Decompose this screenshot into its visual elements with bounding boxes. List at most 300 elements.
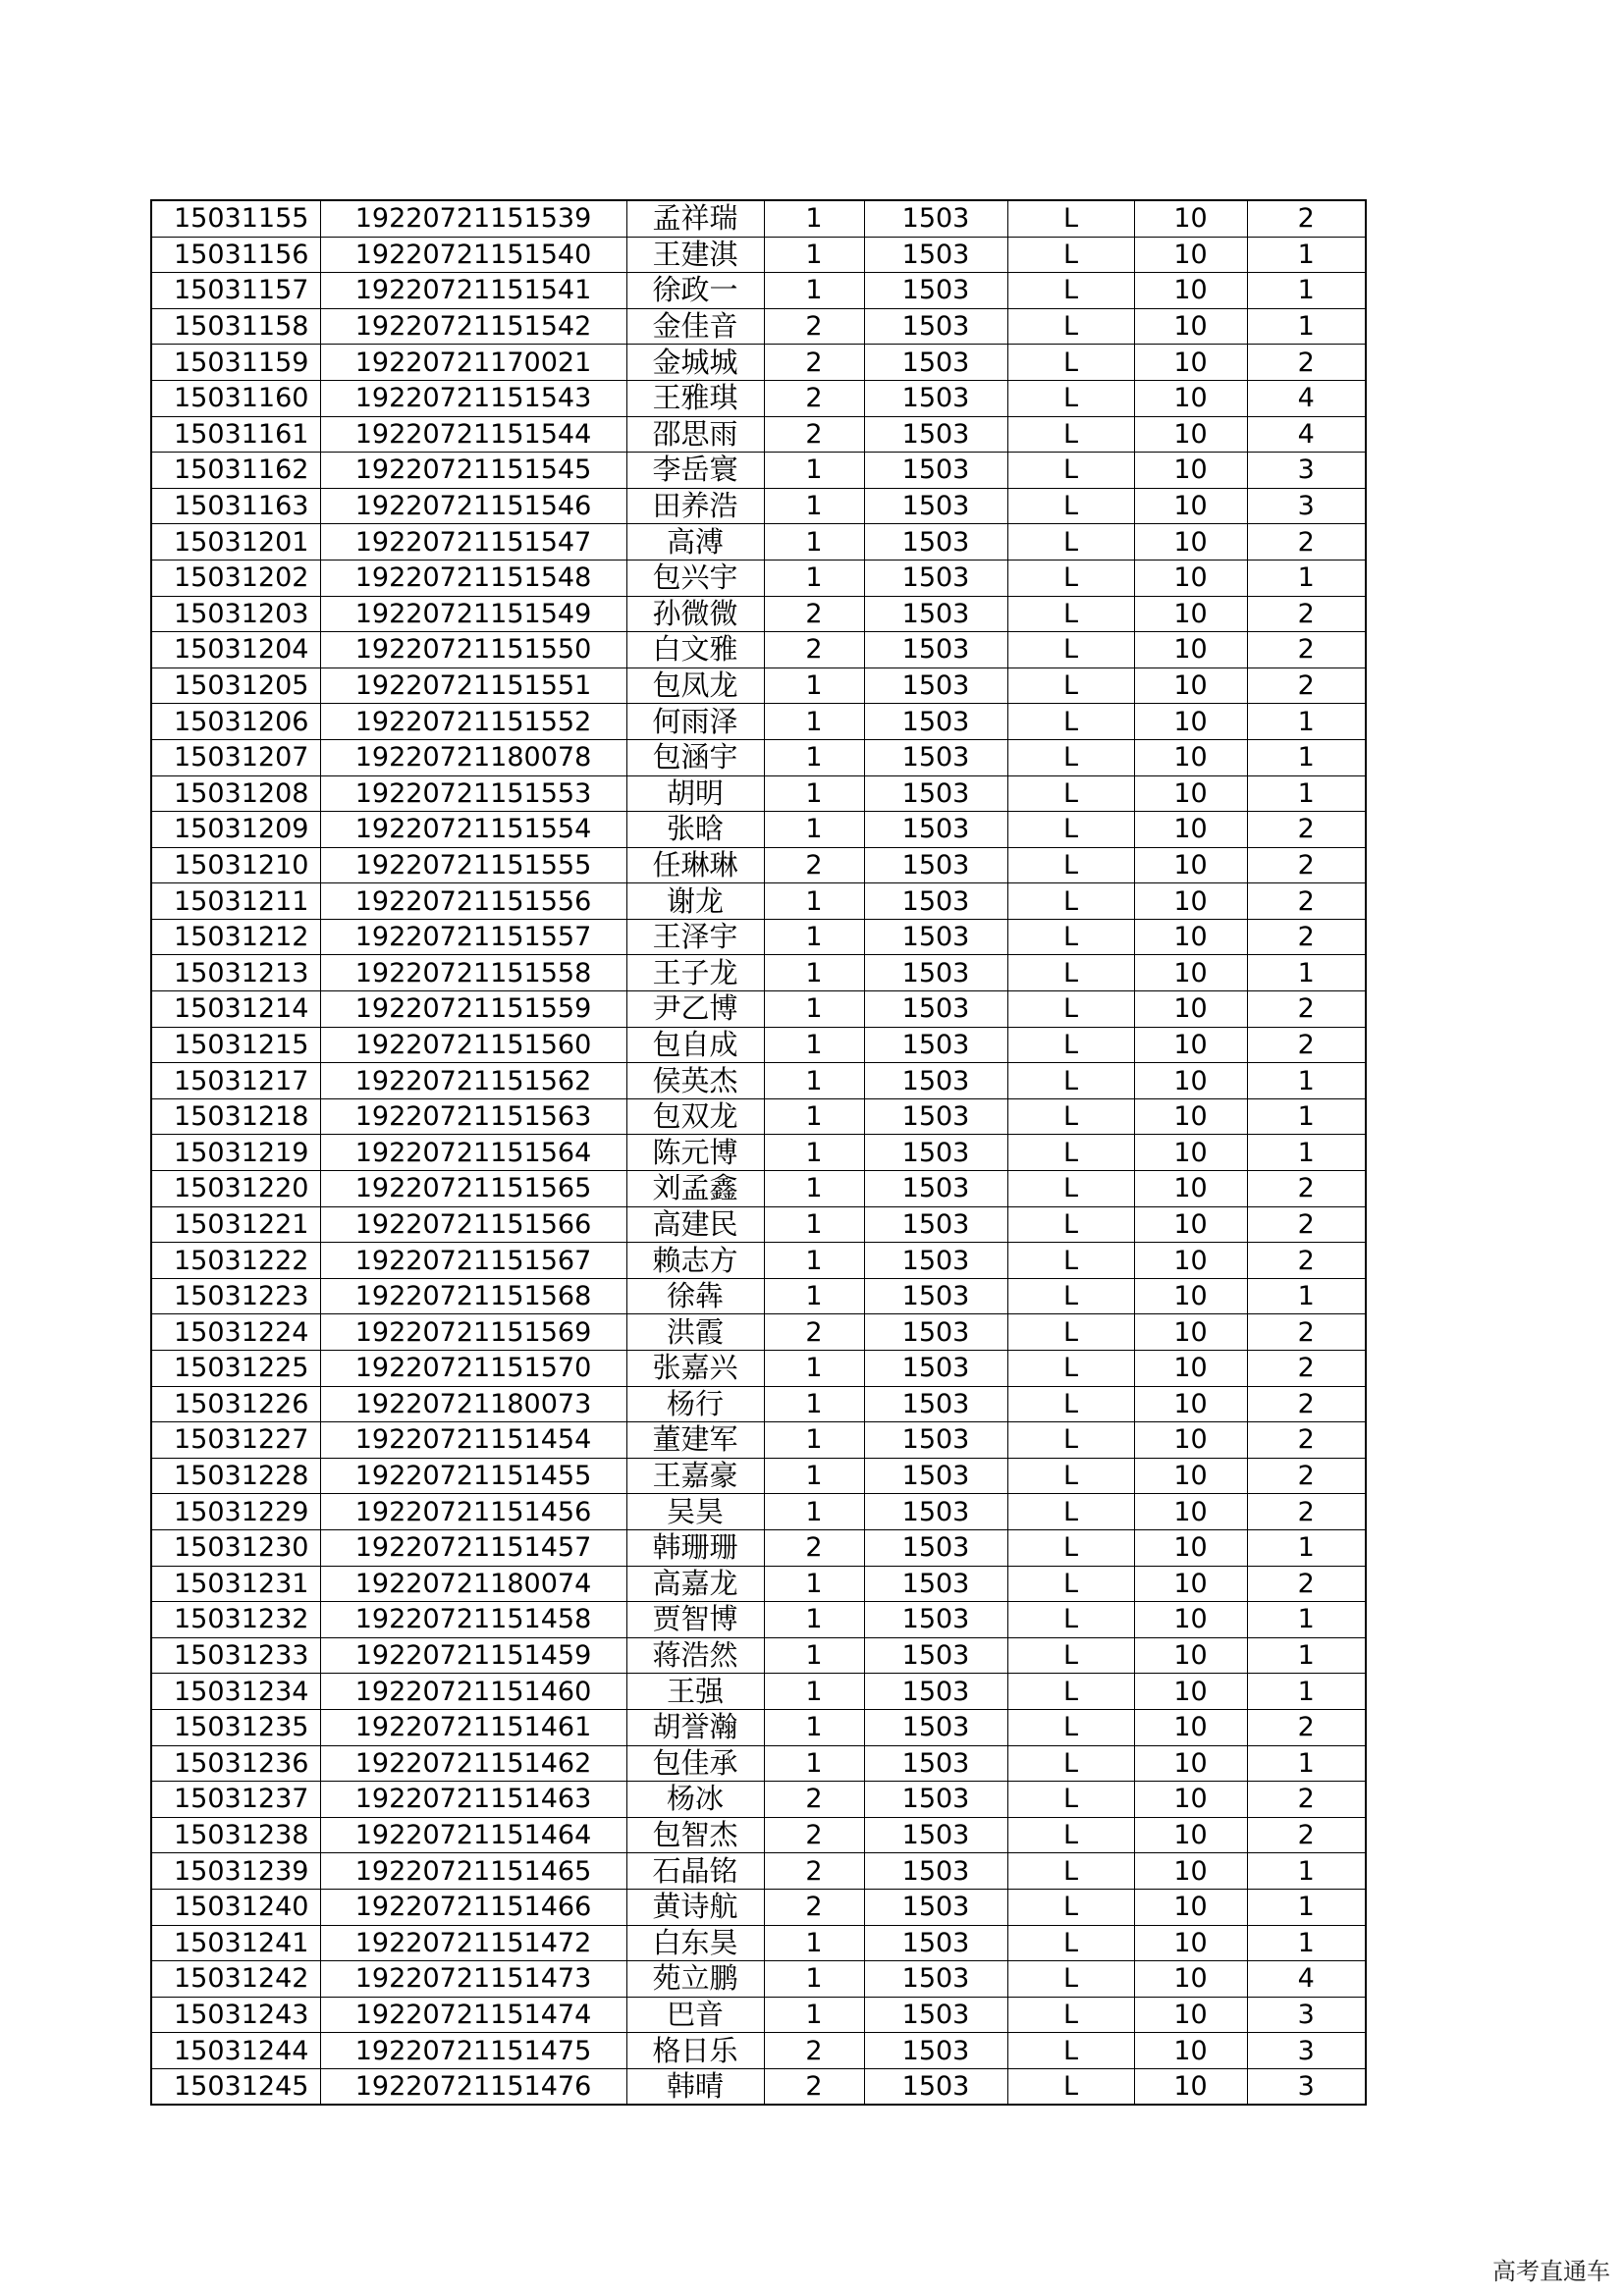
table-row (151, 1709, 1366, 1745)
cell-exam-id: 15031245 (151, 2068, 320, 2105)
cell-group: 1 (1247, 237, 1366, 273)
cell-student-name: 韩晴 (626, 2068, 764, 2105)
cell-count: 10 (1134, 847, 1247, 883)
table-row (151, 416, 1366, 453)
cell-count: 10 (1134, 1171, 1247, 1207)
cell-category: L (1007, 273, 1134, 309)
cell-student-name: 赖志方 (626, 1243, 764, 1279)
cell-gender-code: 1 (764, 1422, 864, 1459)
cell-category: L (1007, 1925, 1134, 1961)
cell-exam-id: 15031163 (151, 488, 320, 524)
cell-count: 10 (1134, 1782, 1247, 1818)
cell-exam-id: 15031156 (151, 237, 320, 273)
cell-category: L (1007, 1458, 1134, 1494)
cell-school-code: 1503 (864, 1494, 1007, 1530)
cell-count: 10 (1134, 883, 1247, 920)
cell-count: 10 (1134, 775, 1247, 812)
cell-category: L (1007, 1494, 1134, 1530)
cell-student-name: 任琳琳 (626, 847, 764, 883)
cell-student-name: 黄诗航 (626, 1889, 764, 1925)
table-row (151, 1925, 1366, 1961)
table-row (151, 1529, 1366, 1566)
cell-gender-code: 1 (764, 1566, 864, 1602)
cell-school-code: 1503 (864, 2068, 1007, 2105)
cell-school-code: 1503 (864, 955, 1007, 991)
cell-count: 10 (1134, 1278, 1247, 1314)
cell-registration-number: 19220721151559 (320, 991, 626, 1028)
cell-gender-code: 1 (764, 955, 864, 991)
cell-exam-id: 15031215 (151, 1027, 320, 1063)
cell-student-name: 包双龙 (626, 1098, 764, 1135)
cell-student-name: 邵思雨 (626, 416, 764, 453)
cell-school-code: 1503 (864, 991, 1007, 1028)
table-row (151, 1135, 1366, 1171)
cell-category: L (1007, 667, 1134, 704)
cell-exam-id: 15031208 (151, 775, 320, 812)
cell-school-code: 1503 (864, 345, 1007, 381)
cell-school-code: 1503 (864, 739, 1007, 775)
roster-body (151, 200, 1366, 2105)
cell-group: 1 (1247, 1098, 1366, 1135)
table-row (151, 1889, 1366, 1925)
cell-group: 2 (1247, 919, 1366, 955)
cell-school-code: 1503 (864, 812, 1007, 848)
cell-group: 1 (1247, 273, 1366, 309)
cell-student-name: 王泽宇 (626, 919, 764, 955)
cell-exam-id: 15031225 (151, 1351, 320, 1387)
cell-exam-id: 15031221 (151, 1206, 320, 1243)
cell-count: 10 (1134, 237, 1247, 273)
cell-school-code: 1503 (864, 1709, 1007, 1745)
cell-count: 10 (1134, 991, 1247, 1028)
cell-student-name: 高溥 (626, 524, 764, 561)
cell-gender-code: 2 (764, 1782, 864, 1818)
cell-category: L (1007, 704, 1134, 740)
cell-category: L (1007, 1422, 1134, 1459)
cell-student-name: 韩珊珊 (626, 1529, 764, 1566)
cell-count: 10 (1134, 1529, 1247, 1566)
cell-student-name: 陈元博 (626, 1135, 764, 1171)
table-row (151, 308, 1366, 345)
cell-gender-code: 1 (764, 1243, 864, 1279)
cell-exam-id: 15031223 (151, 1278, 320, 1314)
cell-gender-code: 1 (764, 200, 864, 237)
cell-gender-code: 1 (764, 1709, 864, 1745)
cell-school-code: 1503 (864, 1529, 1007, 1566)
cell-exam-id: 15031226 (151, 1386, 320, 1422)
cell-student-name: 金城城 (626, 345, 764, 381)
cell-category: L (1007, 560, 1134, 596)
cell-gender-code: 2 (764, 596, 864, 632)
cell-student-name: 何雨泽 (626, 704, 764, 740)
cell-exam-id: 15031213 (151, 955, 320, 991)
cell-gender-code: 2 (764, 847, 864, 883)
cell-exam-id: 15031229 (151, 1494, 320, 1530)
cell-student-name: 白文雅 (626, 632, 764, 668)
cell-exam-id: 15031240 (151, 1889, 320, 1925)
cell-group: 1 (1247, 704, 1366, 740)
cell-registration-number: 19220721151553 (320, 775, 626, 812)
cell-count: 10 (1134, 1709, 1247, 1745)
cell-registration-number: 19220721151557 (320, 919, 626, 955)
cell-group: 2 (1247, 1027, 1366, 1063)
cell-group: 3 (1247, 2068, 1366, 2105)
cell-registration-number: 19220721151565 (320, 1171, 626, 1207)
cell-count: 10 (1134, 200, 1247, 237)
cell-exam-id: 15031233 (151, 1637, 320, 1674)
cell-category: L (1007, 1817, 1134, 1853)
table-row (151, 883, 1366, 920)
table-row (151, 1314, 1366, 1351)
cell-student-name: 包佳承 (626, 1745, 764, 1782)
cell-student-name: 杨冰 (626, 1782, 764, 1818)
cell-student-name: 金佳音 (626, 308, 764, 345)
cell-gender-code: 2 (764, 416, 864, 453)
cell-registration-number: 19220721151560 (320, 1027, 626, 1063)
cell-registration-number: 19220721151554 (320, 812, 626, 848)
cell-student-name: 包涵宇 (626, 739, 764, 775)
cell-category: L (1007, 1027, 1134, 1063)
cell-gender-code: 1 (764, 919, 864, 955)
cell-registration-number: 19220721151551 (320, 667, 626, 704)
cell-registration-number: 19220721151459 (320, 1637, 626, 1674)
cell-group: 2 (1247, 991, 1366, 1028)
cell-group: 2 (1247, 1458, 1366, 1494)
cell-gender-code: 2 (764, 1889, 864, 1925)
cell-count: 10 (1134, 919, 1247, 955)
cell-gender-code: 1 (764, 1171, 864, 1207)
table-row (151, 1351, 1366, 1387)
table-row (151, 1674, 1366, 1710)
cell-exam-id: 15031230 (151, 1529, 320, 1566)
cell-gender-code: 2 (764, 308, 864, 345)
cell-registration-number: 19220721151562 (320, 1063, 626, 1099)
cell-category: L (1007, 1674, 1134, 1710)
cell-category: L (1007, 1745, 1134, 1782)
cell-group: 2 (1247, 1351, 1366, 1387)
table-row (151, 345, 1366, 381)
cell-school-code: 1503 (864, 1961, 1007, 1998)
cell-count: 10 (1134, 1027, 1247, 1063)
cell-category: L (1007, 1709, 1134, 1745)
cell-count: 10 (1134, 1135, 1247, 1171)
cell-count: 10 (1134, 1997, 1247, 2033)
cell-student-name: 田养浩 (626, 488, 764, 524)
cell-gender-code: 1 (764, 1637, 864, 1674)
table-row (151, 1566, 1366, 1602)
cell-count: 10 (1134, 1098, 1247, 1135)
table-row (151, 632, 1366, 668)
cell-gender-code: 1 (764, 1135, 864, 1171)
table-row (151, 1602, 1366, 1638)
cell-category: L (1007, 524, 1134, 561)
cell-group: 2 (1247, 847, 1366, 883)
cell-student-name: 尹乙博 (626, 991, 764, 1028)
cell-gender-code: 1 (764, 1674, 864, 1710)
cell-registration-number: 19220721151457 (320, 1529, 626, 1566)
cell-registration-number: 19220721151548 (320, 560, 626, 596)
cell-category: L (1007, 632, 1134, 668)
cell-exam-id: 15031244 (151, 2033, 320, 2069)
cell-count: 10 (1134, 1206, 1247, 1243)
cell-gender-code: 1 (764, 991, 864, 1028)
cell-gender-code: 1 (764, 1961, 864, 1998)
cell-count: 10 (1134, 955, 1247, 991)
cell-gender-code: 1 (764, 1458, 864, 1494)
cell-registration-number: 19220721151567 (320, 1243, 626, 1279)
cell-gender-code: 2 (764, 380, 864, 416)
cell-school-code: 1503 (864, 416, 1007, 453)
cell-gender-code: 2 (764, 2068, 864, 2105)
cell-registration-number: 19220721151544 (320, 416, 626, 453)
cell-student-name: 孟祥瑞 (626, 200, 764, 237)
table-row (151, 919, 1366, 955)
cell-gender-code: 1 (764, 1098, 864, 1135)
cell-gender-code: 1 (764, 883, 864, 920)
cell-gender-code: 1 (764, 1997, 864, 2033)
cell-school-code: 1503 (864, 200, 1007, 237)
cell-school-code: 1503 (864, 704, 1007, 740)
cell-category: L (1007, 1961, 1134, 1998)
cell-registration-number: 19220721180074 (320, 1566, 626, 1602)
cell-exam-id: 15031222 (151, 1243, 320, 1279)
cell-group: 1 (1247, 1637, 1366, 1674)
cell-school-code: 1503 (864, 1889, 1007, 1925)
cell-student-name: 董建军 (626, 1422, 764, 1459)
cell-count: 10 (1134, 1494, 1247, 1530)
cell-registration-number: 19220721151569 (320, 1314, 626, 1351)
cell-category: L (1007, 1243, 1134, 1279)
cell-exam-id: 15031228 (151, 1458, 320, 1494)
cell-count: 10 (1134, 1386, 1247, 1422)
cell-gender-code: 1 (764, 812, 864, 848)
cell-category: L (1007, 1566, 1134, 1602)
cell-count: 10 (1134, 632, 1247, 668)
cell-student-name: 洪霞 (626, 1314, 764, 1351)
table-row (151, 1063, 1366, 1099)
cell-school-code: 1503 (864, 1171, 1007, 1207)
cell-count: 10 (1134, 1243, 1247, 1279)
cell-school-code: 1503 (864, 596, 1007, 632)
cell-registration-number: 19220721151472 (320, 1925, 626, 1961)
table-row (151, 1098, 1366, 1135)
cell-category: L (1007, 1782, 1134, 1818)
cell-exam-id: 15031238 (151, 1817, 320, 1853)
cell-count: 10 (1134, 380, 1247, 416)
cell-registration-number: 19220721151461 (320, 1709, 626, 1745)
cell-school-code: 1503 (864, 2033, 1007, 2069)
cell-school-code: 1503 (864, 560, 1007, 596)
cell-group: 2 (1247, 1386, 1366, 1422)
cell-registration-number: 19220721151465 (320, 1853, 626, 1890)
cell-count: 10 (1134, 1745, 1247, 1782)
cell-group: 2 (1247, 200, 1366, 237)
cell-school-code: 1503 (864, 1674, 1007, 1710)
cell-category: L (1007, 991, 1134, 1028)
cell-registration-number: 19220721151462 (320, 1745, 626, 1782)
cell-category: L (1007, 200, 1134, 237)
cell-count: 10 (1134, 2033, 1247, 2069)
table-row (151, 2068, 1366, 2105)
cell-count: 10 (1134, 1961, 1247, 1998)
table-row (151, 1745, 1366, 1782)
cell-student-name: 高嘉龙 (626, 1566, 764, 1602)
cell-group: 1 (1247, 955, 1366, 991)
cell-registration-number: 19220721151466 (320, 1889, 626, 1925)
table-row (151, 739, 1366, 775)
cell-category: L (1007, 1997, 1134, 2033)
cell-school-code: 1503 (864, 453, 1007, 489)
table-row (151, 1422, 1366, 1459)
cell-group: 2 (1247, 667, 1366, 704)
cell-registration-number: 19220721151542 (320, 308, 626, 345)
cell-count: 10 (1134, 1889, 1247, 1925)
cell-registration-number: 19220721151552 (320, 704, 626, 740)
cell-gender-code: 1 (764, 1206, 864, 1243)
table-row (151, 273, 1366, 309)
cell-group: 3 (1247, 488, 1366, 524)
cell-category: L (1007, 1637, 1134, 1674)
cell-count: 10 (1134, 1602, 1247, 1638)
cell-group: 2 (1247, 524, 1366, 561)
cell-count: 10 (1134, 1063, 1247, 1099)
cell-exam-id: 15031235 (151, 1709, 320, 1745)
cell-group: 1 (1247, 308, 1366, 345)
cell-group: 1 (1247, 1602, 1366, 1638)
cell-group: 1 (1247, 1278, 1366, 1314)
cell-count: 10 (1134, 1637, 1247, 1674)
cell-category: L (1007, 812, 1134, 848)
cell-category: L (1007, 2033, 1134, 2069)
cell-group: 2 (1247, 345, 1366, 381)
cell-student-name: 王强 (626, 1674, 764, 1710)
cell-student-name: 李岳寰 (626, 453, 764, 489)
cell-school-code: 1503 (864, 632, 1007, 668)
cell-registration-number: 19220721151568 (320, 1278, 626, 1314)
cell-student-name: 徐犇 (626, 1278, 764, 1314)
cell-gender-code: 1 (764, 1745, 864, 1782)
cell-registration-number: 19220721151456 (320, 1494, 626, 1530)
cell-exam-id: 15031204 (151, 632, 320, 668)
cell-group: 2 (1247, 596, 1366, 632)
cell-group: 4 (1247, 380, 1366, 416)
cell-student-name: 徐政一 (626, 273, 764, 309)
cell-exam-id: 15031201 (151, 524, 320, 561)
cell-exam-id: 15031161 (151, 416, 320, 453)
cell-group: 2 (1247, 1782, 1366, 1818)
cell-category: L (1007, 596, 1134, 632)
table-row (151, 1386, 1366, 1422)
table-row (151, 991, 1366, 1028)
cell-registration-number: 19220721151460 (320, 1674, 626, 1710)
cell-count: 10 (1134, 488, 1247, 524)
cell-count: 10 (1134, 1674, 1247, 1710)
cell-student-name: 吴昊 (626, 1494, 764, 1530)
cell-count: 10 (1134, 1853, 1247, 1890)
table-row (151, 955, 1366, 991)
cell-group: 2 (1247, 1494, 1366, 1530)
cell-registration-number: 19220721151458 (320, 1602, 626, 1638)
cell-exam-id: 15031220 (151, 1171, 320, 1207)
cell-gender-code: 1 (764, 739, 864, 775)
cell-school-code: 1503 (864, 1745, 1007, 1782)
cell-student-name: 苑立鹏 (626, 1961, 764, 1998)
cell-gender-code: 1 (764, 1027, 864, 1063)
cell-student-name: 张晗 (626, 812, 764, 848)
cell-exam-id: 15031162 (151, 453, 320, 489)
cell-school-code: 1503 (864, 667, 1007, 704)
cell-group: 2 (1247, 1243, 1366, 1279)
cell-registration-number: 19220721151558 (320, 955, 626, 991)
cell-school-code: 1503 (864, 488, 1007, 524)
cell-exam-id: 15031243 (151, 1997, 320, 2033)
table-row (151, 2033, 1366, 2069)
cell-gender-code: 1 (764, 1351, 864, 1387)
cell-gender-code: 2 (764, 2033, 864, 2069)
cell-school-code: 1503 (864, 1637, 1007, 1674)
cell-exam-id: 15031211 (151, 883, 320, 920)
cell-exam-id: 15031205 (151, 667, 320, 704)
cell-exam-id: 15031214 (151, 991, 320, 1028)
cell-count: 10 (1134, 1817, 1247, 1853)
cell-gender-code: 1 (764, 1494, 864, 1530)
cell-gender-code: 1 (764, 704, 864, 740)
table-row (151, 1782, 1366, 1818)
cell-group: 2 (1247, 1566, 1366, 1602)
cell-registration-number: 19220721151549 (320, 596, 626, 632)
cell-count: 10 (1134, 704, 1247, 740)
cell-school-code: 1503 (864, 1351, 1007, 1387)
table-row (151, 812, 1366, 848)
cell-group: 1 (1247, 1063, 1366, 1099)
cell-count: 10 (1134, 560, 1247, 596)
cell-gender-code: 1 (764, 667, 864, 704)
table-row (151, 560, 1366, 596)
cell-school-code: 1503 (864, 524, 1007, 561)
table-row (151, 1853, 1366, 1890)
cell-exam-id: 15031206 (151, 704, 320, 740)
cell-school-code: 1503 (864, 1458, 1007, 1494)
cell-registration-number: 19220721151475 (320, 2033, 626, 2069)
cell-group: 1 (1247, 1853, 1366, 1890)
cell-group: 3 (1247, 453, 1366, 489)
cell-count: 10 (1134, 1422, 1247, 1459)
cell-exam-id: 15031236 (151, 1745, 320, 1782)
cell-school-code: 1503 (864, 308, 1007, 345)
cell-category: L (1007, 1098, 1134, 1135)
cell-category: L (1007, 1889, 1134, 1925)
cell-gender-code: 1 (764, 524, 864, 561)
table-row (151, 1817, 1366, 1853)
cell-registration-number: 19220721170021 (320, 345, 626, 381)
cell-registration-number: 19220721151555 (320, 847, 626, 883)
cell-category: L (1007, 2068, 1134, 2105)
cell-count: 10 (1134, 345, 1247, 381)
cell-count: 10 (1134, 596, 1247, 632)
cell-student-name: 蒋浩然 (626, 1637, 764, 1674)
cell-category: L (1007, 919, 1134, 955)
cell-student-name: 胡誉瀚 (626, 1709, 764, 1745)
cell-registration-number: 19220721151543 (320, 380, 626, 416)
cell-exam-id: 15031158 (151, 308, 320, 345)
cell-school-code: 1503 (864, 1602, 1007, 1638)
cell-student-name: 杨行 (626, 1386, 764, 1422)
cell-count: 10 (1134, 1566, 1247, 1602)
cell-gender-code: 2 (764, 632, 864, 668)
roster-table (150, 199, 1367, 2106)
cell-student-name: 包兴宇 (626, 560, 764, 596)
cell-registration-number: 19220721151540 (320, 237, 626, 273)
